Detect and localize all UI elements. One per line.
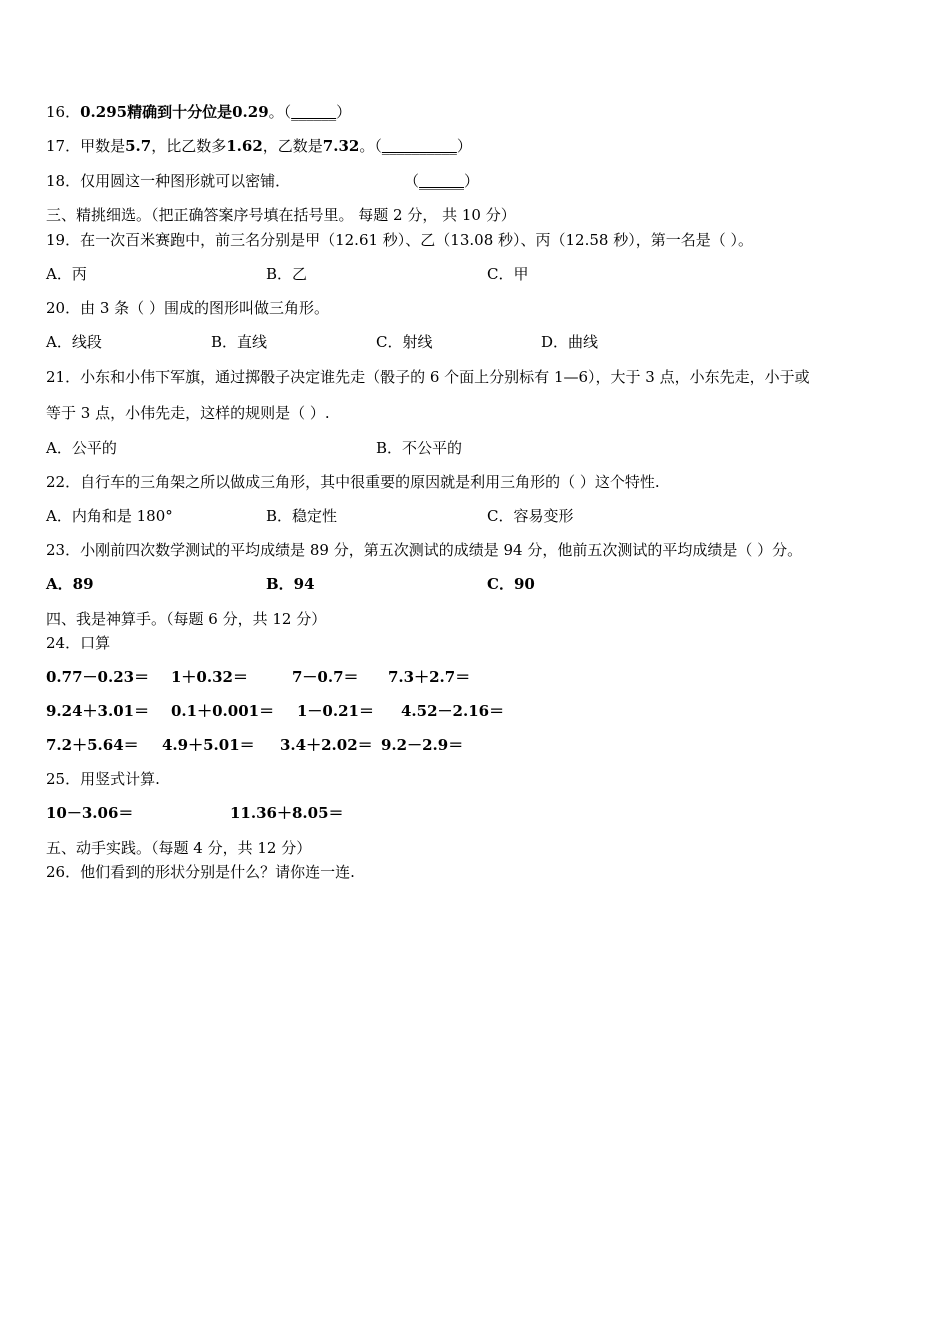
option-c[interactable]: C．90	[487, 575, 535, 593]
option-d[interactable]: D．曲线	[541, 333, 599, 351]
question-16: 16．0.295精确到十分位是0.29。（______）	[46, 103, 352, 121]
option-a[interactable]: A．内角和是 180°	[46, 507, 173, 525]
calc-item: 7－0.7＝	[292, 668, 359, 686]
question-18-answer: （______）	[404, 172, 480, 190]
question-17: 17．甲数是5.7，比乙数多1.62，乙数是7.32。（__________）	[46, 137, 472, 155]
answer-blank[interactable]: __________	[381, 137, 457, 155]
section-5-heading: 五、动手实践。（每题 4 分，共 12 分）	[46, 839, 312, 857]
option-b[interactable]: B．不公平的	[376, 439, 463, 457]
calc-item: 4.52－2.16＝	[401, 702, 505, 720]
calc-item: 1＋0.32＝	[171, 668, 248, 686]
question-21-cont: 等于 3 点，小伟先走，这样的规则是（ ）.	[46, 404, 330, 422]
option-b[interactable]: B．乙	[266, 265, 308, 283]
question-18: 18．仅用圆这一种图形就可以密铺．	[46, 172, 291, 190]
option-a[interactable]: A．89	[46, 575, 94, 593]
option-b[interactable]: B．94	[266, 575, 315, 593]
option-c[interactable]: C．甲	[487, 265, 529, 283]
option-b[interactable]: B．直线	[211, 333, 268, 351]
question-24-title: 24．口算	[46, 634, 111, 652]
calc-item: 9.2－2.9＝	[381, 736, 464, 754]
calc-item: 10－3.06＝	[46, 804, 134, 822]
option-c[interactable]: C．容易变形	[487, 507, 574, 525]
option-b[interactable]: B．稳定性	[266, 507, 338, 525]
question-23: 23．小刚前四次数学测试的平均成绩是 89 分，第五次测试的成绩是 94 分，他前五次测试的平均成绩是（ ）分。	[46, 541, 803, 559]
question-25-title: 25．用竖式计算.	[46, 770, 160, 788]
answer-blank[interactable]: ______	[419, 172, 465, 190]
calc-item: 9.24＋3.01＝	[46, 702, 150, 720]
question-22: 22．自行车的三角架之所以做成三角形，其中很重要的原因就是利用三角形的（ ）这个特性.	[46, 473, 660, 491]
question-26-title: 26．他们看到的形状分别是什么？请你连一连.	[46, 863, 355, 881]
section-4-heading: 四、我是神算手。（每题 6 分，共 12 分）	[46, 610, 327, 628]
calc-item: 7.2＋5.64＝	[46, 736, 139, 754]
option-a[interactable]: A．公平的	[46, 439, 117, 457]
question-19: 19．在一次百米赛跑中，前三名分别是甲（12.61 秒）、乙（13.08 秒）、丙（12.58 秒），第一名是（ ）。	[46, 231, 753, 249]
answer-blank[interactable]: ______	[291, 103, 337, 121]
calc-item: 7.3＋2.7＝	[388, 668, 471, 686]
calc-item: 1－0.21＝	[297, 702, 374, 720]
calc-item: 0.1＋0.001＝	[171, 702, 275, 720]
calc-item: 3.4＋2.02＝	[280, 736, 373, 754]
calc-item: 11.36＋8.05＝	[230, 804, 344, 822]
option-c[interactable]: C．射线	[376, 333, 433, 351]
section-3-heading: 三、精挑细选。（把正确答案序号填在括号里。 每题 2 分， 共 10 分）	[46, 206, 516, 224]
question-20: 20．由 3 条（ ）围成的图形叫做三角形。	[46, 299, 329, 317]
option-a[interactable]: A．线段	[46, 333, 102, 351]
question-21: 21．小东和小伟下军旗，通过掷骰子决定谁先走（骰子的 6 个面上分别标有 1—6），大于 3 点，小东先走，小于或	[46, 368, 810, 386]
calc-item: 0.77－0.23＝	[46, 668, 150, 686]
option-a[interactable]: A．丙	[46, 265, 87, 283]
calc-item: 4.9＋5.01＝	[162, 736, 255, 754]
